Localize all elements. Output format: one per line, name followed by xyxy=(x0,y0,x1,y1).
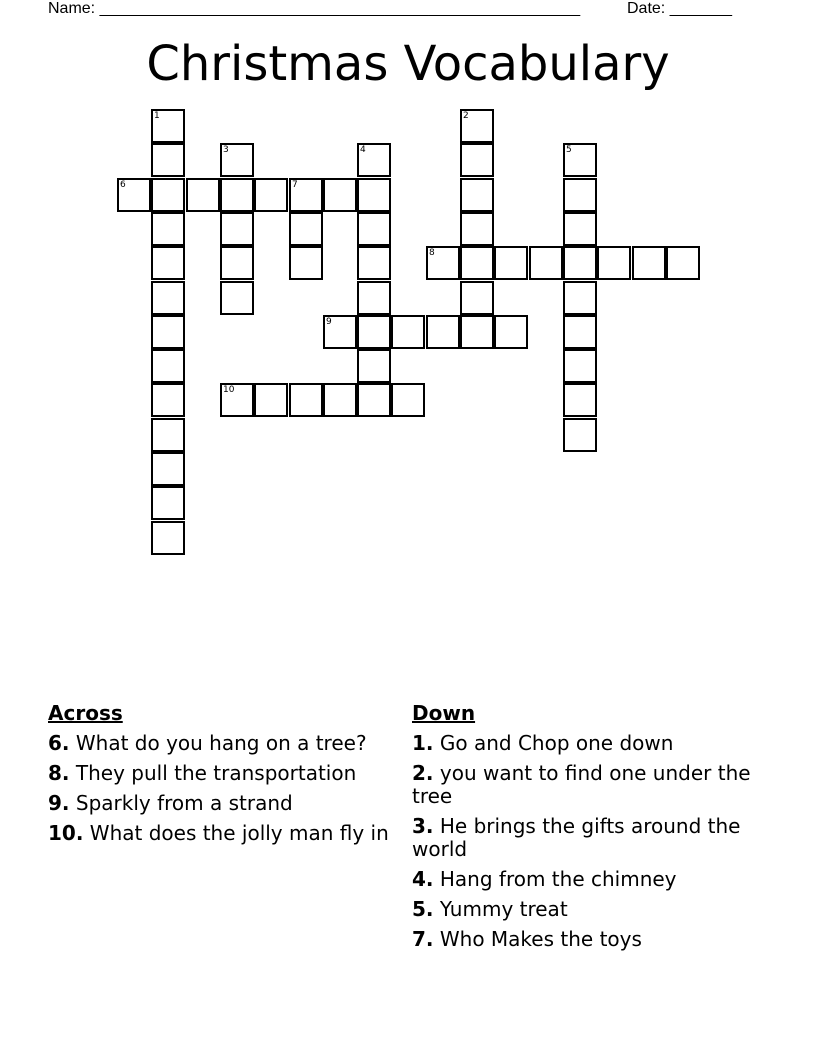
crossword-cell[interactable] xyxy=(220,383,254,417)
clue-text: Yummy treat xyxy=(439,897,568,921)
crossword-cell[interactable] xyxy=(357,349,391,383)
down-clue xyxy=(412,762,752,808)
across-heading: Across xyxy=(48,701,123,725)
crossword-cell[interactable] xyxy=(220,246,254,280)
clue-number-label: 4 xyxy=(360,145,366,155)
across-clue xyxy=(48,792,398,815)
crossword-cell[interactable] xyxy=(151,521,185,555)
down-clues xyxy=(412,702,752,958)
clue-number: 8. xyxy=(48,761,70,785)
crossword-cell[interactable] xyxy=(460,246,494,280)
crossword-cell[interactable] xyxy=(357,315,391,349)
clue-text: Sparkly from a strand xyxy=(75,791,293,815)
crossword-cell[interactable] xyxy=(323,315,357,349)
clue-text: you want to find one under the tree xyxy=(412,761,751,808)
clue-text: Go and Chop one down xyxy=(439,731,674,755)
clue-number: 5. xyxy=(412,897,434,921)
crossword-cell[interactable] xyxy=(151,349,185,383)
clue-number-label: 7 xyxy=(292,180,298,190)
clue-number-label: 5 xyxy=(566,145,572,155)
crossword-cell[interactable] xyxy=(151,143,185,177)
crossword-cell[interactable] xyxy=(494,315,528,349)
crossword-cell[interactable] xyxy=(391,315,425,349)
crossword-cell[interactable] xyxy=(289,383,323,417)
clue-text: They pull the transportation xyxy=(75,761,357,785)
crossword-cell[interactable] xyxy=(289,212,323,246)
clue-number: 4. xyxy=(412,867,434,891)
crossword-cell[interactable] xyxy=(563,143,597,177)
crossword-cell[interactable] xyxy=(151,486,185,520)
crossword-cell[interactable] xyxy=(632,246,666,280)
crossword-cell[interactable] xyxy=(151,246,185,280)
crossword-cell[interactable] xyxy=(117,178,151,212)
clue-number-label: 3 xyxy=(223,145,229,155)
down-clue xyxy=(412,898,752,921)
crossword-cell[interactable] xyxy=(597,246,631,280)
down-clue xyxy=(412,928,752,951)
crossword-cell[interactable] xyxy=(563,383,597,417)
crossword-cell[interactable] xyxy=(563,349,597,383)
crossword-cell[interactable] xyxy=(563,315,597,349)
page-title: Christmas Vocabulary xyxy=(146,36,670,92)
crossword-cell[interactable] xyxy=(151,452,185,486)
crossword-cell[interactable] xyxy=(460,109,494,143)
crossword-cell[interactable] xyxy=(151,383,185,417)
clue-number: 3. xyxy=(412,814,434,838)
across-clue xyxy=(48,732,398,755)
clue-number-label: 10 xyxy=(223,385,235,395)
down-clue xyxy=(412,815,752,861)
crossword-cell[interactable] xyxy=(563,246,597,280)
clue-text: He brings the gifts around the world xyxy=(412,814,741,861)
clue-number-label: 1 xyxy=(154,111,160,121)
clue-text: What does the jolly man fly in xyxy=(89,821,389,845)
crossword-cell[interactable] xyxy=(357,212,391,246)
crossword-cell[interactable] xyxy=(186,178,220,212)
crossword-cell[interactable] xyxy=(151,281,185,315)
name-field-label: Name: ______________________________________________________ xyxy=(48,0,581,17)
crossword-cell[interactable] xyxy=(391,383,425,417)
crossword-cell[interactable] xyxy=(357,246,391,280)
crossword-cell[interactable] xyxy=(563,178,597,212)
clue-text: Who Makes the toys xyxy=(439,927,642,951)
crossword-cell[interactable] xyxy=(460,178,494,212)
crossword-cell[interactable] xyxy=(323,178,357,212)
clue-text: What do you hang on a tree? xyxy=(75,731,367,755)
date-field-label: Date: _______ xyxy=(627,0,732,17)
crossword-cell[interactable] xyxy=(151,315,185,349)
clue-number: 1. xyxy=(412,731,434,755)
crossword-cell[interactable] xyxy=(254,178,288,212)
crossword-cell[interactable] xyxy=(289,246,323,280)
crossword-cell[interactable] xyxy=(151,212,185,246)
crossword-cell[interactable] xyxy=(289,178,323,212)
crossword-cell[interactable] xyxy=(357,281,391,315)
across-clue xyxy=(48,762,398,785)
across-clue xyxy=(48,822,398,845)
crossword-cell[interactable] xyxy=(357,178,391,212)
down-heading: Down xyxy=(412,701,476,725)
crossword-cell[interactable] xyxy=(529,246,563,280)
crossword-cell[interactable] xyxy=(323,383,357,417)
crossword-cell[interactable] xyxy=(254,383,288,417)
crossword-cell[interactable] xyxy=(563,212,597,246)
crossword-cell[interactable] xyxy=(220,281,254,315)
crossword-cell[interactable] xyxy=(666,246,700,280)
across-clues xyxy=(48,702,398,852)
clue-number-label: 2 xyxy=(463,111,469,121)
crossword-cell[interactable] xyxy=(357,383,391,417)
clue-number: 10. xyxy=(48,821,84,845)
clue-number: 6. xyxy=(48,731,70,755)
crossword-cell[interactable] xyxy=(357,143,391,177)
crossword-cell[interactable] xyxy=(220,143,254,177)
clue-text: Hang from the chimney xyxy=(439,867,677,891)
crossword-cell[interactable] xyxy=(494,246,528,280)
crossword-cell[interactable] xyxy=(460,212,494,246)
crossword-cell[interactable] xyxy=(151,109,185,143)
crossword-cell[interactable] xyxy=(460,143,494,177)
crossword-cell[interactable] xyxy=(151,178,185,212)
clue-number-label: 8 xyxy=(429,248,435,258)
crossword-cell[interactable] xyxy=(460,281,494,315)
crossword-cell[interactable] xyxy=(563,418,597,452)
clue-number-label: 9 xyxy=(326,317,332,327)
crossword-cell[interactable] xyxy=(151,418,185,452)
crossword-cell[interactable] xyxy=(426,246,460,280)
crossword-cell[interactable] xyxy=(563,281,597,315)
down-clue xyxy=(412,732,752,755)
down-clue xyxy=(412,868,752,891)
clue-number: 2. xyxy=(412,761,434,785)
clue-number: 7. xyxy=(412,927,434,951)
clue-number: 9. xyxy=(48,791,70,815)
crossword-cell[interactable] xyxy=(220,178,254,212)
crossword-cell[interactable] xyxy=(220,212,254,246)
clue-number-label: 6 xyxy=(120,180,126,190)
crossword-cell[interactable] xyxy=(426,315,460,349)
crossword-cell[interactable] xyxy=(460,315,494,349)
